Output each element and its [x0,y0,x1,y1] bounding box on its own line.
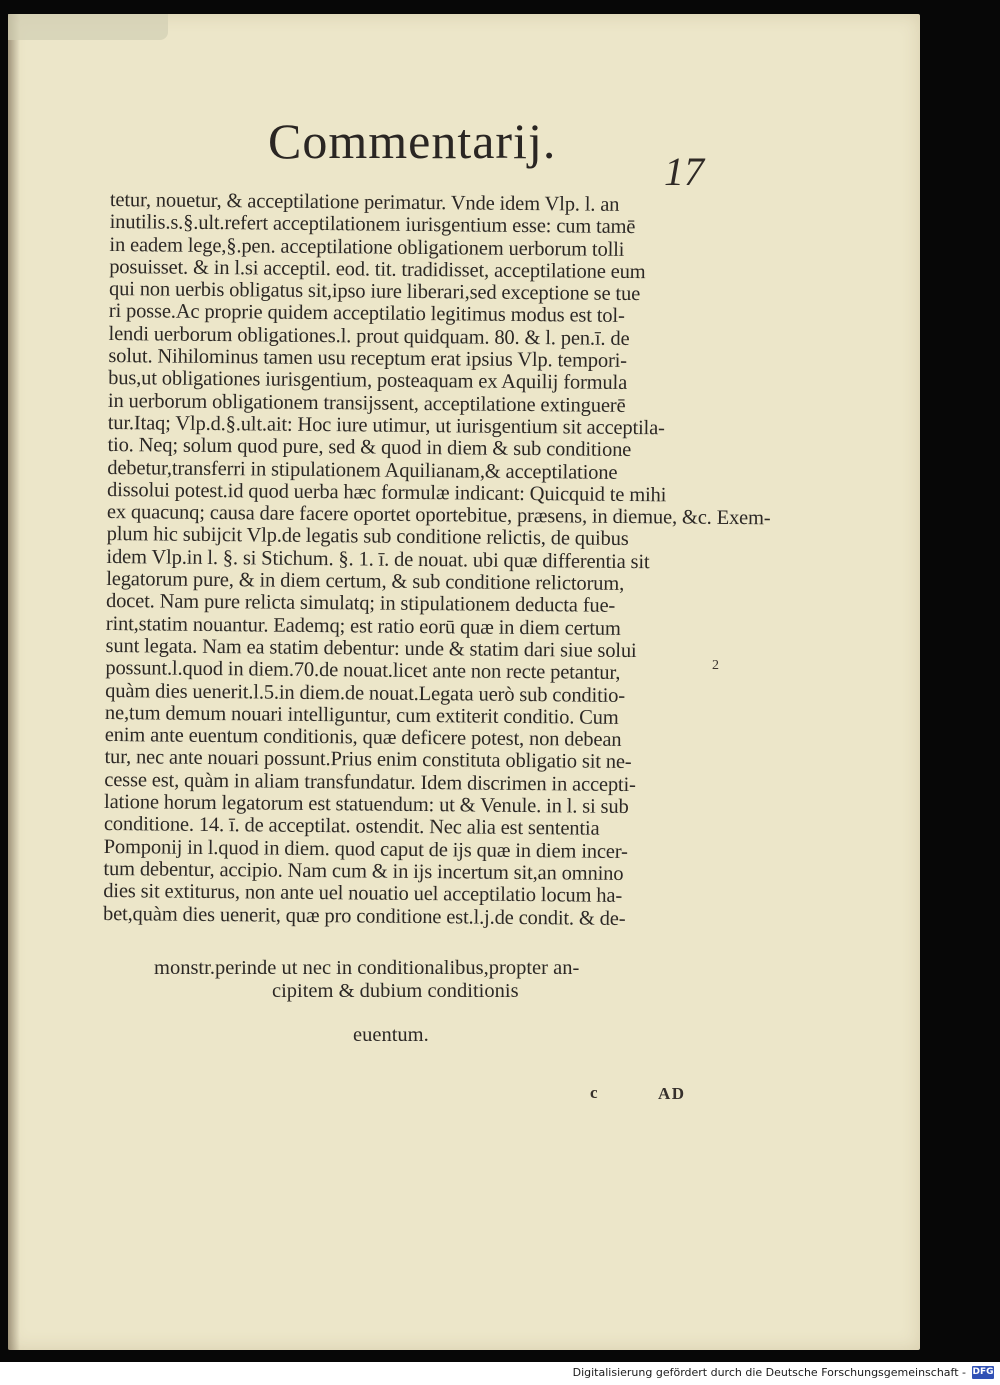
text-line: tur, nec ante nouari possunt.Prius enim constituta obligatio sit ne- [104,746,632,774]
digitization-footer [0,1362,1000,1385]
page-top-strip [8,14,168,40]
text-line: idem Vlp.in l. §. si Stichum. §. 1. ī. de nouat. ubi quæ differentia sit [106,545,650,573]
text-line: rint,statim nouantur. Eademq; est ratio eorū quæ in diem certum [105,612,621,640]
text-line: tio. Neq; solum quod pure, sed & quod in diem & sub conditione [107,434,632,462]
text-line: lendi uerborum obligationes.l. prout quidquam. 80. & l. pen.ī. de [108,322,630,350]
text-line: dies sit extiturus, non ante uel nouatio uel acceptilatio locum ha- [103,880,623,908]
closing-line: monstr.perinde ut nec in conditionalibus,propter an- [154,957,580,979]
text-line: ri posse.Ac proprie quidem acceptilatio legitimus modus est tol- [108,300,625,328]
text-line: plum hic subijcit Vlp.de legatis sub conditione relictis, de quibus [106,523,629,551]
text-line: legatorum pure, & in diem certum, & sub conditione relictorum, [106,568,625,595]
text-line: dissolui potest.id quod uerba hæc formulæ indicant: Quicquid te mihi [107,478,667,507]
text-line: solut. Nihilominus tamen usu receptum erat ipsius Vlp. tempori- [108,345,628,373]
text-line: posuisset. & in l.si acceptil. eod. tit. tradidisset, acceptilatione eum [109,255,646,284]
margin-note: 2 [712,658,719,673]
text-line: latione horum legatorum est statuendum: ut & Venule. in l. si sub [104,790,629,819]
page-number: 17 [664,149,704,194]
text-line: inutilis.s.§.ult.refert acceptilationem iurisgentium esse: cum tamē [109,211,636,239]
closing-line: euentum. [353,1024,429,1046]
footer-credit: Digitalisierung gefördert durch die Deutsche Forschungsgemeinschaft - [572,1366,966,1379]
text-line: tur.Itaq; Vlp.d.§.ult.ait: Hoc iure utimur, ut iurisgentium sit acceptila- [107,411,665,440]
text-line: in uerborum obligationem transijssent, acceptilatione extinguerē [107,389,626,417]
closing-line: cipitem & dubium conditionis [272,980,519,1002]
body-text [102,189,771,931]
text-line: cesse est, quàm in aliam transfundatur. Idem discrimen in accepti- [104,768,636,796]
text-line: sunt legata. Nam ea statim debentur: unde & statim dari siue solui [105,634,637,663]
text-line: in eadem lege,§.pen. acceptilatione obligationem uerborum tolli [109,233,625,261]
signature-mark: c [590,1083,598,1102]
text-line: tum debentur, accipio. Nam cum & in ijs incertum sit,an omnino [103,857,624,885]
text-line: Pomponij in l.quod in diem. quod caput de ijs quæ in diem incer- [103,835,628,863]
page-edge-shadow [8,14,20,1350]
catchword: AD [658,1084,686,1103]
text-line: ne,tum demum nouari intelliguntur, cum extiterit conditio. Cum [104,701,619,729]
running-head: Commentarij. [268,113,557,169]
text-line: conditione. 14. ī. de acceptilat. ostendit. Nec alia est sententia [103,813,600,841]
book-page [8,14,920,1350]
text-line: ex quacunq; causa dare facere oportet oportebitue, præsens, in diemue, &c. Exem- [106,501,771,530]
text-line: bet,quàm dies uenerit, quæ pro conditione est.l.j.de condit. & de- [102,902,626,930]
text-line: tetur, nouetur, & acceptilatione perimatur. Vnde idem Vlp. l. an [109,189,620,216]
text-line: docet. Nam pure relicta simulatq; in stipulationem deducta fue- [105,590,616,618]
text-line: enim ante euentum conditionis, quæ deficere potest, non debean [104,724,622,752]
text-line: bus,ut obligationes iurisgentium, posteaquam ex Aquilij formula [108,367,628,395]
dfg-logo-icon: DFG [972,1367,994,1377]
text-line: quàm dies uenerit.l.5.in diem.de nouat.Legata uerò sub conditio- [105,679,626,707]
text-line: qui non uerbis obligatus sit,ipso iure liberari,sed exceptione se tue [108,278,641,306]
text-line: debetur,transferri in stipulationem Aquilianam,& acceptilatione [107,456,618,484]
text-line: possunt.l.quod in diem.70.de nouat.licet ante non recte petantur, [105,657,621,685]
